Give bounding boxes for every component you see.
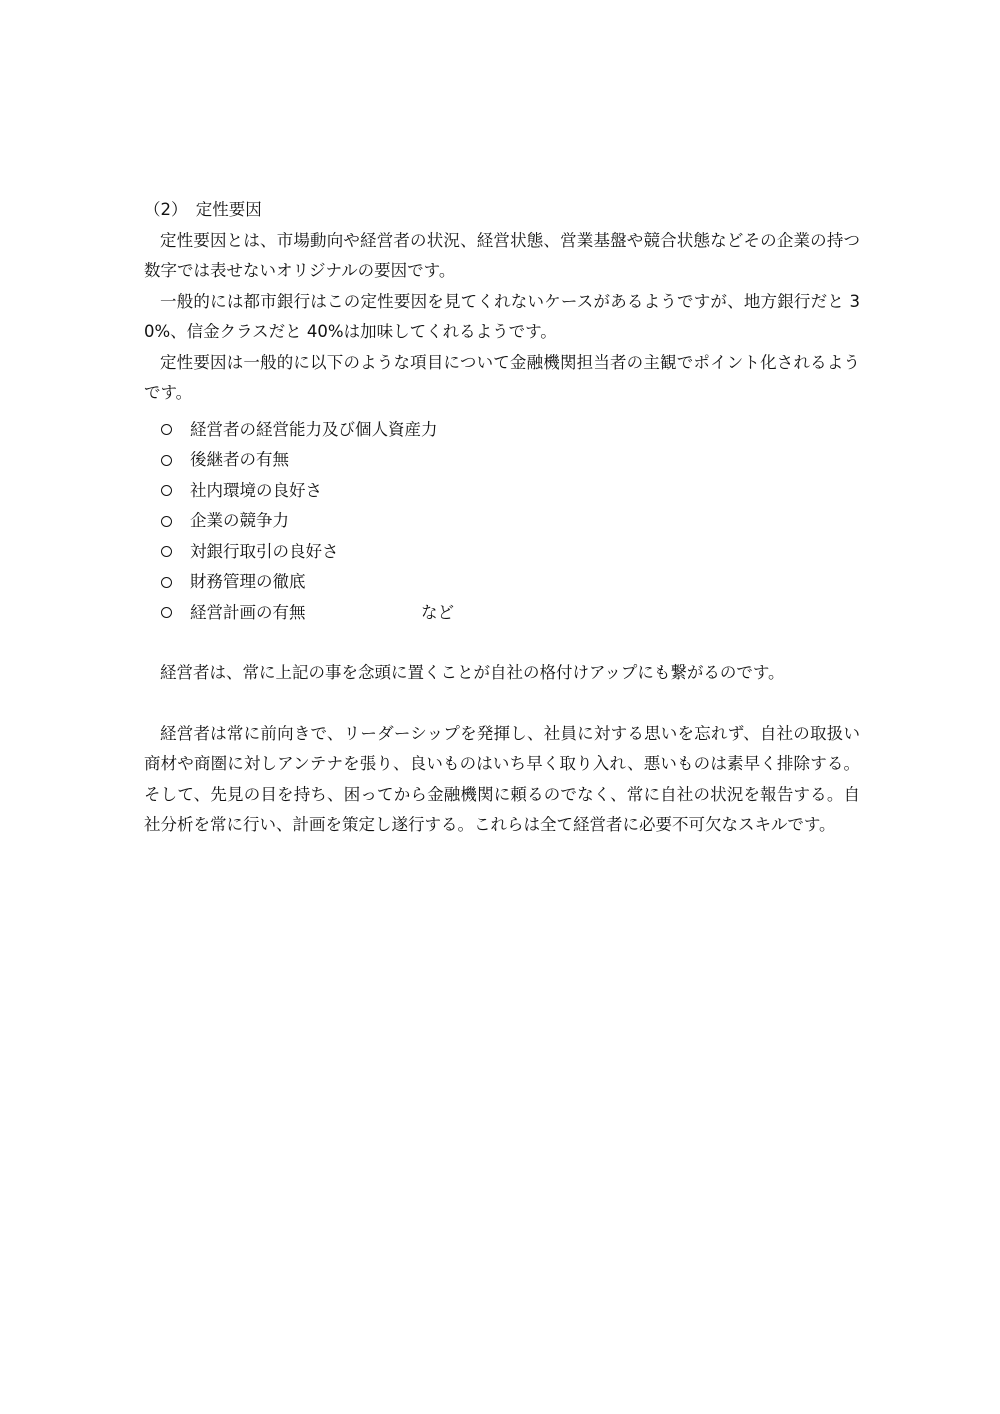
list-item-label: 財務管理の徹底 [190, 572, 306, 591]
list-item-label: 経営者の経営能力及び個人資産力 [190, 419, 438, 439]
list-item-label: 経営計画の有無 [190, 602, 306, 622]
list-item [144, 445, 860, 476]
list-item [144, 476, 860, 507]
circle-icon [161, 424, 172, 435]
list-item [144, 415, 860, 446]
paragraph-scoring: 定性要因は一般的に以下のような項目について金融機関担当者の主観でポイント化されるようです。 [144, 352, 860, 402]
list-item-label: 社内環境の良好さ [190, 480, 322, 500]
document-page [144, 195, 860, 841]
circle-icon [161, 485, 172, 496]
circle-icon [161, 546, 172, 557]
paragraph-manager-skills: 経営者は常に前向きで、リーダーシップを発揮し、社員に対する思いを忘れず、自社の取扱い商材や商圏に対しアンテナを張り、良いものはいち早く取り入れ、悪いものは素早く排除する。そして、先見の目を持ち、困ってから金融機関に頼るのでなく、常に自社の状況を報告する。自社分析を常に行い、計画を策定し遂行する。これらは全て経営者に必要不可欠なスキルです。 [144, 723, 860, 834]
circle-icon [161, 455, 172, 466]
circle-icon [161, 607, 172, 618]
list-item-label: 後継者の有無 [190, 450, 289, 469]
factor-list [144, 415, 860, 629]
blank-line [144, 689, 860, 719]
list-item [144, 537, 860, 568]
paragraph-bank-types: 一般的には都市銀行はこの定性要因を見てくれないケースがあるようですが、地方銀行だと 30%、信金クラスだと 40%は加味してくれるようです。 [144, 291, 860, 341]
circle-icon [161, 577, 172, 588]
circle-icon [161, 516, 172, 527]
list-item [144, 598, 860, 629]
list-suffix: など [421, 602, 454, 622]
list-item [144, 567, 860, 598]
list-item [144, 506, 860, 537]
list-item-label: 対銀行取引の良好さ [190, 541, 339, 561]
paragraph-definition: 定性要因とは、市場動向や経営者の状況、経営状態、営業基盤や競合状態などその企業の持つ数字では表せないオリジナルの要因です。 [144, 230, 860, 280]
list-item-label: 企業の競争力 [190, 511, 289, 530]
blank-line [144, 628, 860, 658]
paragraph-summary: 経営者は、常に上記の事を念頭に置くことが自社の格付けアップにも繋がるのです。 [160, 663, 785, 682]
section-heading: （2） 定性要因 [144, 200, 262, 219]
